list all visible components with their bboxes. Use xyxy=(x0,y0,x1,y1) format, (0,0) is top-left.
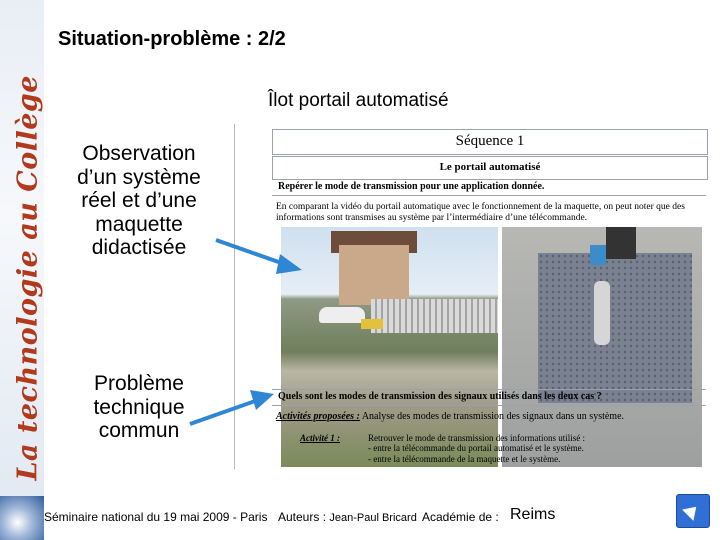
question-text: Quels sont les modes de transmission des signaux utilisés dans les deux cas ? xyxy=(278,391,602,402)
brand-vertical-text: La technologie au Collège xyxy=(12,75,44,481)
model-photo xyxy=(502,227,702,467)
footer-authors xyxy=(278,510,417,524)
document-heading: Le portail automatisé xyxy=(439,161,541,173)
arrow-to-photo-icon xyxy=(210,230,310,280)
activity1-lines: Retrouver le mode de transmission des informations utilisé : - entre la télécommande du portail automatisé et le système. - entre la télécommande de la maquette et le système. xyxy=(368,433,585,464)
activities-text: Analyse des modes de transmission des signaux dans un système. xyxy=(361,411,625,422)
sequence-box xyxy=(272,129,708,155)
academy-value: Reims xyxy=(510,506,556,523)
heading-box xyxy=(272,156,708,180)
house xyxy=(339,245,409,305)
pegboard xyxy=(538,253,692,403)
repere-text: Repérer le mode de transmission pour une application donnée. xyxy=(278,181,545,192)
footer-seminar: Séminaire national du 19 mai 2009 - Paris xyxy=(44,510,268,524)
repere-line xyxy=(272,181,706,196)
author-name: Jean-Paul Bricard xyxy=(329,512,417,524)
car xyxy=(319,307,365,323)
control-unit xyxy=(606,227,636,259)
document-page xyxy=(270,127,708,472)
document-paragraph: En comparant la vidéo du portail automatique avec le fonctionnement de la maquette, on peut noter que des informations sont transmises au système par l’intermédiaire d’une télécommande. xyxy=(276,202,685,224)
question-box xyxy=(272,389,706,406)
sequence-title: Séquence 1 xyxy=(455,133,525,149)
left-text-observation: Observation d’un système réel et d’une maquette didactisée xyxy=(77,142,201,260)
gate-barrier xyxy=(361,319,383,329)
left-text-problem: Problème technique commun xyxy=(93,372,185,443)
activities-label: Activités proposées : xyxy=(276,411,360,422)
flare-image xyxy=(0,496,44,540)
slide-subtitle: Îlot portail automatisé xyxy=(268,90,449,111)
activity1-label: Activité 1 : xyxy=(300,433,340,443)
activities-line xyxy=(276,411,702,422)
next-slide-button[interactable] xyxy=(676,494,710,528)
gate-photo xyxy=(281,227,498,467)
slide-title: Situation-problème : 2/2 xyxy=(58,28,286,50)
sidebar-branding xyxy=(0,0,44,540)
motor xyxy=(590,245,606,265)
next-slide-icon xyxy=(682,501,702,521)
remote-control xyxy=(594,281,610,345)
fence xyxy=(371,299,498,333)
arrow-to-question-icon xyxy=(186,388,286,428)
authors-label: Auteurs : xyxy=(278,510,327,524)
footer-academy-label: Académie de : xyxy=(422,510,499,524)
